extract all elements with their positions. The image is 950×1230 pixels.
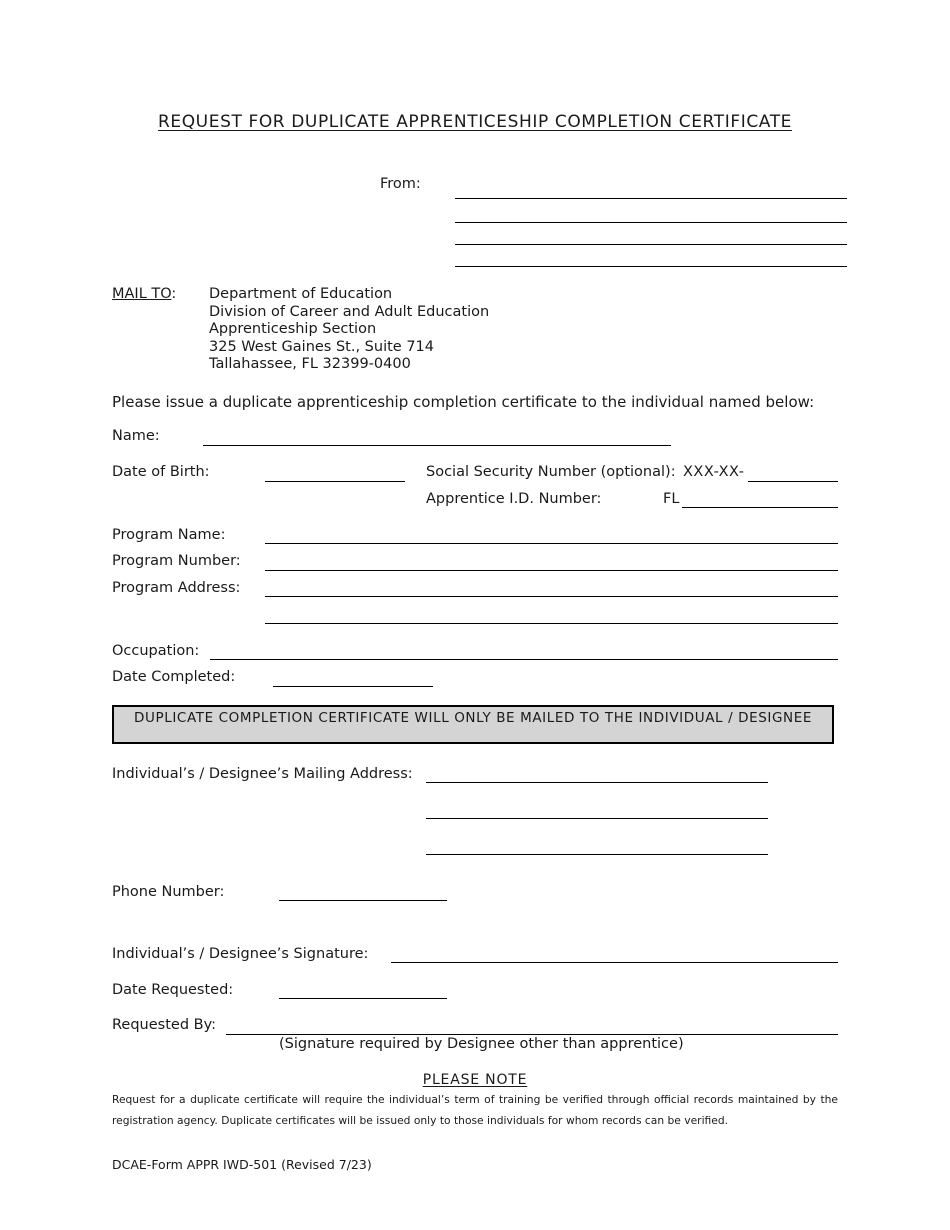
program-name-field[interactable]: [265, 543, 838, 544]
program-name-label: Program Name:: [112, 527, 226, 543]
phone-label: Phone Number:: [112, 884, 225, 900]
dob-label: Date of Birth:: [112, 464, 210, 480]
ssn-field[interactable]: [748, 481, 838, 482]
dob-field[interactable]: [265, 481, 405, 482]
date-requested-field[interactable]: [279, 998, 447, 999]
address-line: Division of Career and Adult Education: [209, 303, 490, 320]
program-address-field-1[interactable]: [265, 596, 838, 597]
mail-to-label: MAIL TO:: [112, 286, 177, 302]
address-line: 325 West Gaines St., Suite 714: [209, 338, 434, 355]
program-number-field[interactable]: [265, 570, 838, 571]
occupation-label: Occupation:: [112, 643, 200, 659]
program-address-label: Program Address:: [112, 580, 241, 596]
program-address-field-2[interactable]: [265, 623, 838, 624]
note-title: PLEASE NOTE: [422, 1072, 528, 1088]
apprentice-id-label: Apprentice I.D. Number:: [426, 491, 602, 507]
from-line-1[interactable]: [455, 198, 847, 199]
name-field[interactable]: [203, 445, 671, 446]
requested-by-field[interactable]: [226, 1034, 838, 1035]
requested-by-label: Requested By:: [112, 1017, 216, 1033]
mailing-address-field-3[interactable]: [426, 854, 768, 855]
signature-field[interactable]: [391, 962, 838, 963]
phone-field[interactable]: [279, 900, 447, 901]
signature-label: Individual’s / Designee’s Signature:: [112, 946, 369, 962]
ssn-label: Social Security Number (optional):: [426, 464, 676, 480]
from-line-3[interactable]: [455, 244, 847, 245]
apprentice-id-field[interactable]: [682, 507, 838, 508]
mail-to-address: [209, 286, 489, 374]
program-number-label: Program Number:: [112, 553, 241, 569]
signature-note: (Signature required by Designee other than apprentice): [279, 1036, 684, 1052]
date-completed-label: Date Completed:: [112, 669, 236, 685]
name-label: Name:: [112, 428, 160, 444]
instruction-text: Please issue a duplicate apprenticeship completion certificate to the individual named below:: [112, 393, 815, 411]
date-requested-label: Date Requested:: [112, 982, 234, 998]
ssn-prefix: XXX-XX-: [683, 464, 745, 480]
page-title: REQUEST FOR DUPLICATE APPRENTICESHIP COMPLETION CERTIFICATE: [157, 112, 793, 132]
date-completed-field[interactable]: [273, 686, 433, 687]
address-line: Apprenticeship Section: [209, 321, 377, 338]
from-line-2[interactable]: [455, 222, 847, 223]
mailing-address-field-2[interactable]: [426, 818, 768, 819]
apprentice-id-prefix: FL: [663, 491, 680, 507]
form-id-footer: DCAE-Form APPR IWD-501 (Revised 7/23): [112, 1157, 372, 1172]
occupation-field[interactable]: [210, 659, 838, 660]
address-line: Department of Education: [209, 286, 393, 302]
mailing-address-field-1[interactable]: [426, 782, 768, 783]
address-line: Tallahassee, FL 32399-0400: [209, 356, 411, 373]
from-line-4[interactable]: [455, 266, 847, 267]
mailing-address-label: Individual’s / Designee’s Mailing Address:: [112, 766, 413, 782]
mailing-notice-banner: DUPLICATE COMPLETION CERTIFICATE WILL ONLY BE MAILED TO THE INDIVIDUAL / DESIGNEE: [112, 705, 834, 744]
note-body: Request for a duplicate certificate will require the individual’s term of training be verified through official records maintained by the registration agency. Duplicate certificates will be issued only to those individuals for whom records can be verified.: [112, 1093, 838, 1127]
from-label: From:: [380, 176, 421, 192]
